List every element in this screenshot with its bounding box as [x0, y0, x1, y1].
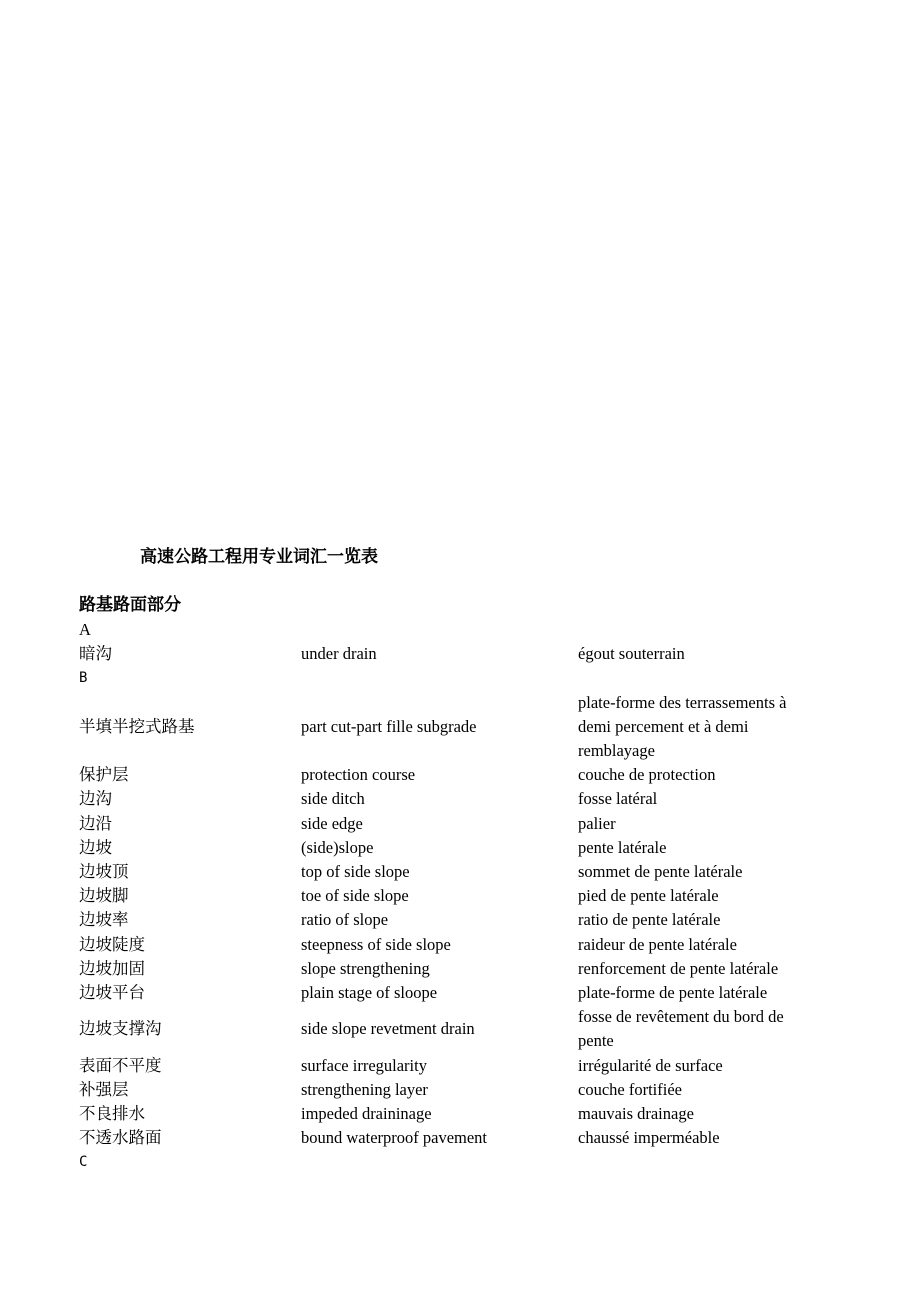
- term-chinese: 边坡平台: [79, 983, 145, 1003]
- term-chinese: 暗沟: [79, 644, 112, 664]
- term-french: raideur de pente latérale: [578, 934, 737, 954]
- term-french: chaussé imperméable: [578, 1128, 720, 1148]
- term-french: couche de protection: [578, 765, 716, 785]
- glossary-row: [79, 691, 839, 764]
- term-english: under drain: [301, 644, 377, 664]
- term-chinese: 边坡顶: [79, 862, 129, 881]
- term-french: irrégularité de surface: [578, 1055, 723, 1075]
- term-chinese: 边坡支撑沟: [79, 1019, 162, 1039]
- term-english: (side)slope: [301, 837, 374, 857]
- term-chinese: 边沿: [79, 813, 112, 833]
- term-french: plate-forme de pente latérale: [578, 983, 768, 1003]
- term-chinese: 不透水路面: [79, 1128, 162, 1148]
- term-french: sommet de pente latérale: [578, 862, 743, 881]
- glossary-row: [79, 1102, 839, 1126]
- term-english: toe of side slope: [301, 886, 409, 906]
- term-english: slope strengthening: [301, 958, 430, 978]
- glossary-row: [79, 787, 839, 811]
- term-english: ratio of slope: [301, 910, 389, 930]
- glossary-row: [79, 884, 839, 908]
- term-english: side ditch: [301, 789, 365, 809]
- term-french: pied de pente latérale: [578, 886, 719, 906]
- letter-heading-a: A: [79, 620, 91, 639]
- term-english: plain stage of sloope: [301, 983, 438, 1003]
- glossary-row: [79, 642, 839, 666]
- term-french: couche fortifiée: [578, 1079, 682, 1099]
- glossary-row: [79, 933, 839, 957]
- glossary-row: [79, 1078, 839, 1102]
- term-english: side slope revetment drain: [301, 1019, 475, 1039]
- term-english: protection course: [301, 765, 416, 785]
- term-english: side edge: [301, 813, 363, 833]
- term-chinese: 半填半挖式路基: [79, 716, 195, 736]
- section-heading: 路基路面部分: [79, 595, 181, 614]
- term-chinese: 边坡陡度: [79, 934, 145, 954]
- glossary-row: [79, 1005, 839, 1053]
- glossary-row: [79, 860, 839, 884]
- term-english: top of side slope: [301, 862, 410, 881]
- term-english: bound waterproof pavement: [301, 1128, 488, 1148]
- term-english: surface irregularity: [301, 1055, 427, 1075]
- term-french: ratio de pente latérale: [578, 910, 721, 930]
- glossary-row: [79, 812, 839, 836]
- glossary-row: [79, 836, 839, 860]
- letter-heading-b: B: [79, 670, 88, 687]
- term-french: renforcement de pente latérale: [578, 958, 779, 978]
- glossary-row: [79, 957, 839, 981]
- term-chinese: 边坡率: [79, 910, 129, 930]
- term-chinese: 边坡脚: [79, 886, 129, 906]
- term-english: strengthening layer: [301, 1079, 428, 1099]
- term-chinese: 不良排水: [79, 1104, 145, 1124]
- term-english: impeded draininage: [301, 1104, 432, 1124]
- term-english: steepness of side slope: [301, 934, 451, 954]
- term-chinese: 边坡加固: [79, 958, 145, 978]
- term-chinese: 补强层: [79, 1079, 129, 1099]
- term-french: pente latérale: [578, 837, 667, 857]
- term-french: égout souterrain: [578, 644, 685, 664]
- glossary-table: [79, 618, 839, 1175]
- term-chinese: 边沟: [79, 789, 112, 809]
- term-french: fosse latéral: [578, 789, 658, 809]
- term-chinese: 保护层: [79, 765, 129, 785]
- term-french: mauvais drainage: [578, 1104, 694, 1124]
- term-french: palier: [578, 813, 616, 833]
- page-title: 高速公路工程用专业词汇一览表: [140, 547, 378, 566]
- glossary-row: [79, 1054, 839, 1078]
- glossary-row: [79, 981, 839, 1005]
- glossary-row: [79, 908, 839, 932]
- glossary-row: [79, 1126, 839, 1150]
- term-french: plate-forme des terrassements à demi percement et à demi remblayage: [578, 692, 787, 760]
- glossary-row: [79, 763, 839, 787]
- term-english: part cut-part fille subgrade: [301, 716, 477, 736]
- term-chinese: 表面不平度: [79, 1055, 162, 1075]
- letter-heading-c: C: [79, 1154, 88, 1171]
- term-chinese: 边坡: [79, 837, 112, 857]
- term-french: fosse de revêtement du bord de pente: [578, 1007, 784, 1051]
